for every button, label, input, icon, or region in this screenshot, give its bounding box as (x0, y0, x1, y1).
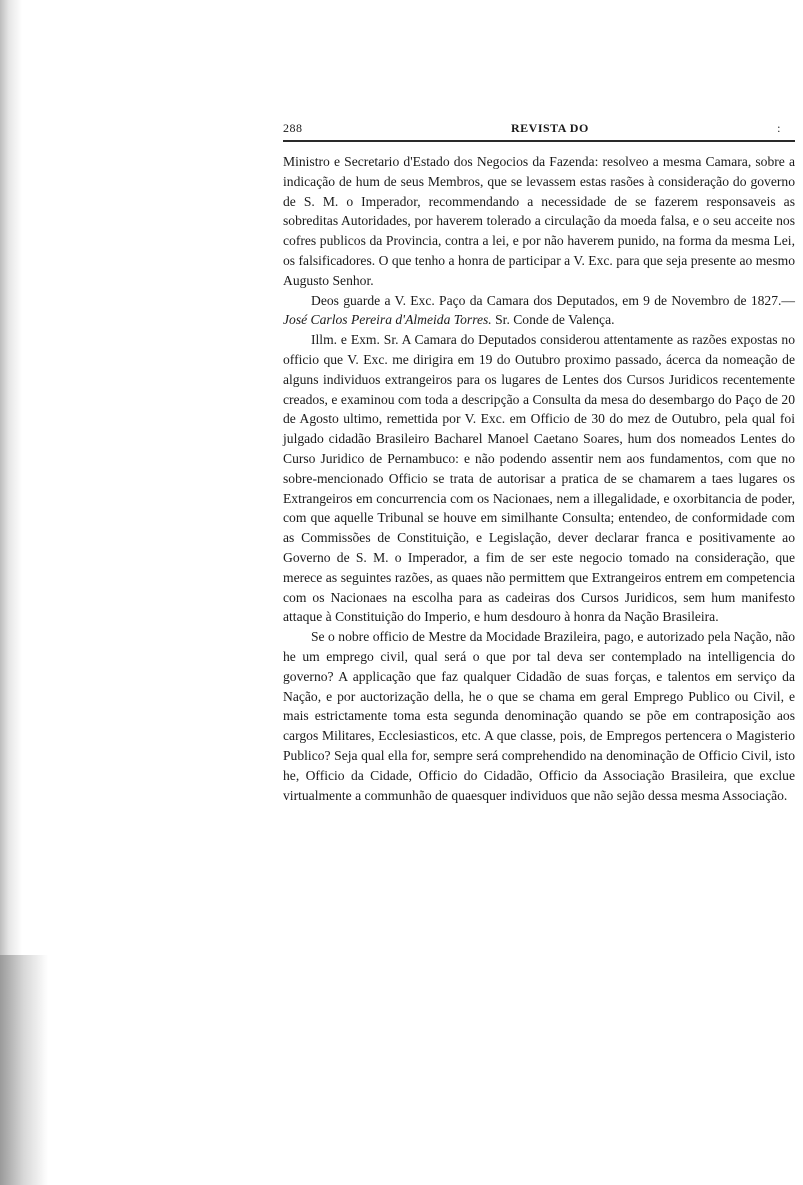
running-title: REVISTA DO (511, 121, 589, 135)
page-corner-shadow (0, 955, 48, 1185)
header-mark: : (777, 121, 781, 135)
header-rule (283, 140, 795, 142)
page-header (283, 119, 795, 141)
closing-text: Deos guarde a V. Exc. Paço da Camara dos Deputados, em 9 de Novembro de 1827.— (311, 292, 795, 308)
paragraph-letter: Illm. e Exm. Sr. A Camara do Deputados considerou attentamente as razões expostas no officio que V. Exc. me dirigira em 19 do Outubro proximo passado, ácerca da nomeação de alguns individuos extrangeiros para os lugares de Lentes dos Cursos Juridicos recentemente creados, e examinou com toda a descripção a Consulta da mesa do desembargo do Paço de 20 de Agosto ultimo, remettida por V. Exc. em Officio de 30 do mez de Outubro, pela qual foi julgado cidadão Brasileiro Bacharel Manoel Caetano Soares, hum dos nomeados Lentes do Curso Juridico de Pernambuco: e não podendo assentir nem aos fundamentos, com que no sobre-mencionado Officio se trata de autorisar a pratica de se chamarem a taes lugares os Extrangeiros em concurrencia com os Nacionaes, nem a illegalidade, e oxorbitancia de poder, com que aquelle Tribunal se houve em similhante Consulta; entendeo, de conformidade com as Commissões de Constituição, e Legislação, dever declarar franca e positivamente ao Governo de S. M. o Imperador, a fim de ser este negocio tomado na consideração, que merece as seguintes razões, as quaes não permittem que Extrangeiros entrem em competencia com os Nacionaes na escolha para as cadeiras dos Cursos Juridicos, sem hum manifesto attaque à Constituição do Imperio, e hum desdouro à honra da Nação Brasileira. (283, 332, 795, 625)
addressee-text: Sr. Conde de Valença. (491, 312, 615, 328)
page-number: 288 (283, 121, 303, 135)
paragraph-argument: Se o nobre officio de Mestre da Mocidade Brazileira, pago, e autorizado pela Nação, não he um emprego civil, qual será o que por tal deva ser contemplado na intelligencia do governo? A applicação que faz qualquer Cidadão de suas forças, e talentos em serviço da Nação, e por auctorização della, he o que se chama em geral Emprego Publico ou Civil, e mais estrictamente toma esta segunda denominação quando se põe em contraposição aos cargos Militares, Ecclesiasticos, etc. A que classe, pois, de Empregos pertencera o Magisterio Publico? Seja qual ella for, sempre será comprehendido na denominação de Officio Civil, isto he, Officio da Cidade, Officio do Cidadão, Officio da Associação Brasileira, que exclue virtualmente a communhão de quaesquer individuos que não sejão dessa mesma Associação. (283, 629, 795, 803)
body-text (283, 152, 795, 805)
paragraph-continuation: Ministro e Secretario d'Estado dos Negocios da Fazenda: resolveo a mesma Camara, sobre a indicação de hum de seus Membros, que se levassem estas rasões à consideração do governo de S. M. o Imperador, recommendando a necessidade de se fazerem responsaveis as sobreditas Autoridades, por haverem tolerado a circulação da moeda falsa, e o seu acceite nos cofres publicos da Provincia, contra a lei, e por não haverem punido, na forma da mesma Lei, os falsificadores. O que tenho a honra de participar a V. Exc. para que seja presente ao mesmo Augusto Senhor. (283, 154, 795, 288)
paragraph-closing-signature (283, 291, 795, 331)
signatory-name: José Carlos Pereira d'Almeida Torres. (283, 312, 492, 328)
